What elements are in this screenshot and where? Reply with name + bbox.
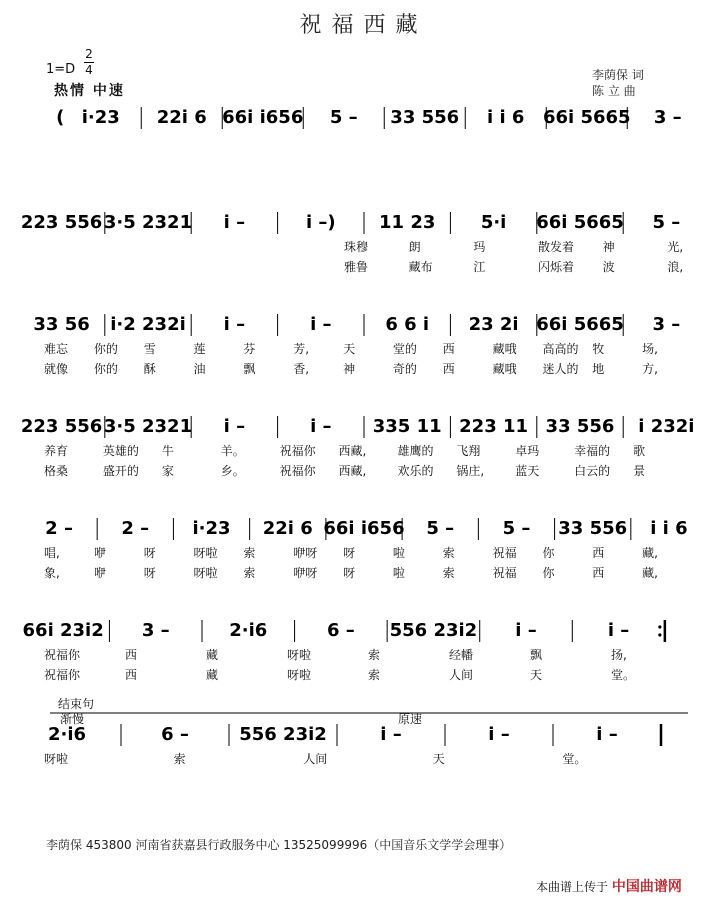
lyric-word: 玛 xyxy=(473,240,486,254)
lyric-word: 香, xyxy=(293,362,310,376)
lyric-word: 羊。 xyxy=(220,444,245,458)
note-group: 66i 5665 xyxy=(542,107,631,128)
lyric-word: 幸福的 xyxy=(574,444,611,458)
lyric-word: 歌 xyxy=(633,444,646,458)
note-group: i·2 232i xyxy=(110,314,186,335)
lyric-word: 西藏, xyxy=(338,444,367,458)
lyric-word: 索 xyxy=(442,566,455,580)
lyric-word: 经幡 xyxy=(449,648,474,662)
page-title: 祝福西藏 xyxy=(299,13,428,38)
lyric-word: 雅鲁 xyxy=(344,260,369,274)
lyric-word: 藏, xyxy=(642,546,658,560)
lyric-word: 雄鹰的 xyxy=(397,444,434,458)
lyric-word: 雪 xyxy=(143,342,156,356)
time-signature-top: 2 xyxy=(85,47,93,61)
lyric-word: 神 xyxy=(343,362,356,376)
lyric-word: 乡。 xyxy=(220,464,245,478)
lyric-word: 呀 xyxy=(343,546,356,560)
lyric-word: 西 xyxy=(592,546,605,560)
lyric-word: 啦 xyxy=(392,546,405,560)
lyric-word: 难忘 xyxy=(44,342,69,356)
note-group: 5 – xyxy=(652,212,681,233)
note-group: 33 556 xyxy=(545,416,615,437)
lyric-word: 蓝天 xyxy=(515,464,540,478)
note-group: ( xyxy=(56,107,65,128)
lyric-word: 江 xyxy=(473,260,486,274)
lyric-word: 咿呀 xyxy=(293,566,318,580)
lyric-word: 就像 xyxy=(44,362,69,376)
note-group: 33 556 xyxy=(390,107,460,128)
note-group: 5 – xyxy=(502,518,531,539)
composer-credit: 陈 立 曲 xyxy=(592,84,636,98)
note-group: 223 556 xyxy=(20,416,103,437)
note-group: i – xyxy=(310,314,332,335)
lyric-word: 你的 xyxy=(93,362,118,376)
note-group: 3 – xyxy=(141,620,170,641)
lyric-word: 藏 xyxy=(206,648,219,662)
lyric-word: 呀啦 xyxy=(287,668,312,682)
note-group: 2 – xyxy=(121,518,150,539)
lyric-word: 祝福 xyxy=(492,566,517,580)
lyric-word: 波 xyxy=(602,260,615,274)
lyric-word: 呀 xyxy=(143,546,156,560)
note-group: 556 23i2 xyxy=(239,724,327,745)
lyric-word: 扬, xyxy=(611,648,627,662)
note-group: 33 556 xyxy=(558,518,628,539)
lyric-word: 堂。 xyxy=(562,752,587,766)
coda-label: 结束句 xyxy=(58,697,95,711)
note-group: i – xyxy=(596,724,618,745)
note-group: i – xyxy=(607,620,630,641)
note-group: 5·i xyxy=(480,212,507,233)
lyric-word: 场, xyxy=(642,342,658,356)
watermark-text: 本曲谱上传于 xyxy=(536,880,609,894)
lyric-word: 人间 xyxy=(449,668,474,682)
note-group: i – xyxy=(223,212,246,233)
note-group: 66i 5665 xyxy=(536,314,624,335)
note-group: 3 – xyxy=(652,314,681,335)
note-group: i – xyxy=(223,416,246,437)
lyric-word: 高高的 xyxy=(542,342,579,356)
lyric-word: 闪烁着 xyxy=(538,260,575,274)
note-group: i – xyxy=(488,724,510,745)
watermark xyxy=(536,876,682,896)
lyric-word: 索 xyxy=(442,546,455,560)
lyric-word: 藏, xyxy=(642,566,658,580)
note-group: 6 – xyxy=(326,620,355,641)
lyric-word: 呀啦 xyxy=(44,752,69,766)
lyric-word: 西 xyxy=(125,648,138,662)
lyric-word: 索 xyxy=(368,648,381,662)
lyric-word: 西藏, xyxy=(338,464,367,478)
lyric-word: 神 xyxy=(602,240,615,254)
lyric-word: 卓玛 xyxy=(515,444,540,458)
note-group: 3·5 2321 xyxy=(103,212,193,233)
lyric-word: 啦 xyxy=(392,566,405,580)
lyric-word: 堂。 xyxy=(611,668,636,682)
lyric-word: 地 xyxy=(592,362,605,376)
tempo-marking: 热情 中速 xyxy=(54,83,125,99)
lyric-word: 人间 xyxy=(303,752,328,766)
lyric-word: 咿 xyxy=(93,546,106,560)
repeat-dot xyxy=(658,633,661,636)
note-group: 556 23i2 xyxy=(389,620,478,641)
lyric-word: 藏哦 xyxy=(492,342,517,356)
note-group: 66i 23i2 xyxy=(22,620,104,641)
lyric-word: 西 xyxy=(442,342,455,356)
lyric-word: 养育 xyxy=(44,444,69,458)
lyric-word: 藏哦 xyxy=(492,362,517,376)
lyric-word: 迷人的 xyxy=(542,362,579,376)
lyric-word: 牧 xyxy=(592,342,605,356)
note-group: 6 – xyxy=(161,724,189,745)
note-group: 5 – xyxy=(329,107,358,128)
lyric-word: 散发着 xyxy=(538,240,575,254)
key-signature: 1=D xyxy=(46,62,76,77)
lyric-word: 浪, xyxy=(667,260,684,274)
lyric-word: 英雄的 xyxy=(102,444,139,458)
lyric-word: 西 xyxy=(592,566,605,580)
lyric-word: 景 xyxy=(633,464,646,478)
note-group: 11 23 xyxy=(379,212,436,233)
lyric-word: 奇的 xyxy=(392,362,417,376)
lyric-word: 你的 xyxy=(93,342,118,356)
lyric-word: 天 xyxy=(530,668,543,682)
lyric-word: 莲 xyxy=(193,342,206,356)
lyric-word: 呀啦 xyxy=(193,546,218,560)
note-group: 66i 5665 xyxy=(536,212,624,233)
lyric-word: 格桑 xyxy=(44,464,69,478)
lyric-word: 象, xyxy=(44,566,60,580)
note-group: 33 56 xyxy=(33,314,90,335)
lyric-word: 索 xyxy=(243,546,256,560)
note-group: 3 – xyxy=(653,107,682,128)
lyric-word: 光, xyxy=(667,240,684,254)
note-group: i i 6 xyxy=(487,107,525,128)
lyric-word: 呀啦 xyxy=(193,566,218,580)
lyric-word: 方, xyxy=(642,362,658,376)
note-group: i·23 xyxy=(192,518,231,539)
lyric-word: 珠穆 xyxy=(344,240,369,254)
lyric-word: 盛开的 xyxy=(102,464,139,478)
note-group: 335 11 xyxy=(372,416,442,437)
note-group: 66i i656 xyxy=(222,107,304,128)
lyric-word: 咿 xyxy=(93,566,106,580)
note-group: 3·5 2321 xyxy=(103,416,193,437)
lyric-word: 呀啦 xyxy=(287,648,312,662)
note-group: 66i i656 xyxy=(323,518,405,539)
lyric-word: 藏 xyxy=(206,668,219,682)
lyric-word: 天 xyxy=(343,342,356,356)
lyric-word: 家 xyxy=(161,464,174,478)
lyricist-credit: 李荫保 词 xyxy=(592,68,644,82)
tempo-slow-label: 渐慢 xyxy=(60,712,85,726)
lyric-word: 酥 xyxy=(143,362,156,376)
lyric-word: 堂的 xyxy=(392,342,417,356)
lyric-word: 油 xyxy=(193,362,206,376)
lyric-word: 索 xyxy=(173,752,186,766)
watermark-brand: 中国曲谱网 xyxy=(611,879,682,895)
note-group: i·23 xyxy=(81,107,120,128)
note-group: 2 – xyxy=(45,518,73,539)
note-group: i –) xyxy=(305,212,336,233)
tempo-original-label: 原速 xyxy=(398,712,423,726)
time-signature-bottom: 4 xyxy=(85,63,93,77)
lyric-word: 芳, xyxy=(293,342,310,356)
lyric-word: 祝福你 xyxy=(44,648,81,662)
lyric-word: 飞翔 xyxy=(456,444,481,458)
note-group: 2·i6 xyxy=(229,620,268,641)
lyric-word: 欢乐的 xyxy=(397,464,434,478)
lyric-word: 祝福你 xyxy=(44,668,81,682)
note-group: i – xyxy=(310,416,332,437)
note-group: 23 2i xyxy=(468,314,519,335)
lyric-word: 索 xyxy=(243,566,256,580)
note-group: 5 – xyxy=(426,518,455,539)
lyric-word: 西 xyxy=(442,362,455,376)
note-group: 2·i6 xyxy=(47,724,87,745)
lyric-word: 西 xyxy=(125,668,138,682)
note-group: i – xyxy=(223,314,246,335)
repeat-dot xyxy=(658,625,661,628)
lyric-word: 你 xyxy=(542,546,555,560)
lyric-word: 芬 xyxy=(243,342,256,356)
note-group: 223 11 xyxy=(459,416,529,437)
lyric-word: 朗 xyxy=(408,240,421,254)
lyric-word: 咿呀 xyxy=(293,546,318,560)
lyric-word: 索 xyxy=(368,668,381,682)
note-group: 22i 6 xyxy=(156,107,207,128)
note-group: i 232i xyxy=(638,416,695,437)
lyric-word: 祝福 xyxy=(492,546,517,560)
note-group: i – xyxy=(515,620,537,641)
lyric-word: 天 xyxy=(432,752,445,766)
lyric-word: 唱, xyxy=(44,546,60,560)
note-group: 6 6 i xyxy=(385,314,430,335)
lyric-word: 飘 xyxy=(243,362,256,376)
note-group: i i 6 xyxy=(650,518,688,539)
lyric-word: 呀 xyxy=(343,566,356,580)
lyric-word: 牛 xyxy=(161,444,174,458)
lyric-word: 白云的 xyxy=(574,464,611,478)
lyric-word: 藏布 xyxy=(408,260,433,274)
lyric-word: 呀 xyxy=(143,566,156,580)
note-group: i – xyxy=(380,724,402,745)
lyric-word: 飘 xyxy=(530,648,543,662)
note-group: 223 556 xyxy=(20,212,103,233)
lyric-word: 你 xyxy=(542,566,555,580)
lyric-word: 锅庄, xyxy=(456,464,485,478)
note-group: 22i 6 xyxy=(262,518,313,539)
footer-contact: 李荫保 453800 河南省获嘉县行政服务中心 13525099996（中国音乐文学学会理事） xyxy=(46,838,512,852)
lyric-word: 祝福你 xyxy=(279,464,316,478)
lyric-word: 祝福你 xyxy=(279,444,316,458)
